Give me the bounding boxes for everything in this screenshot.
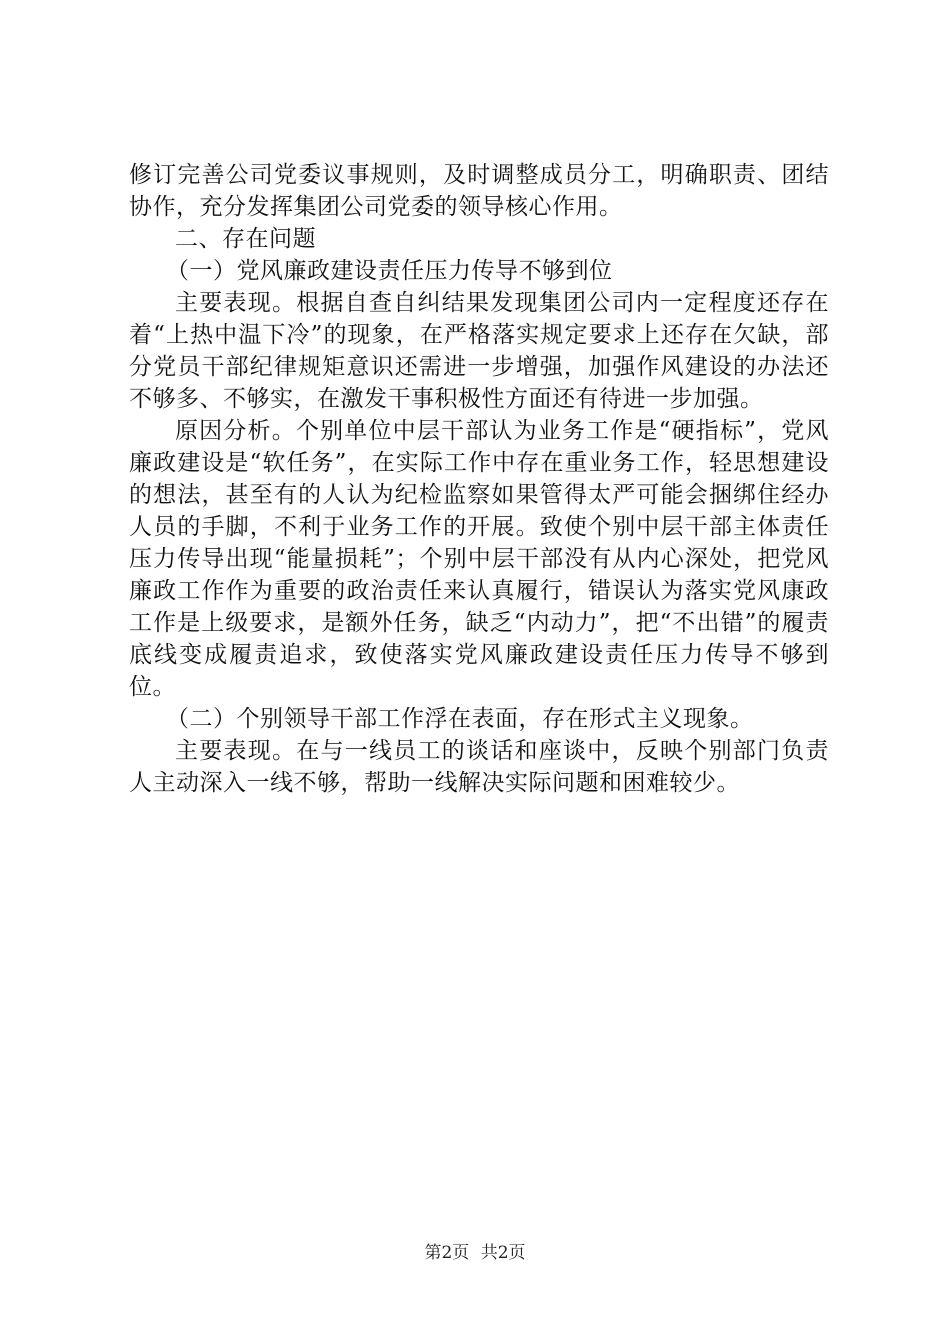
page-total: 共2页: [480, 1243, 526, 1263]
paragraph-main-manifestation-2: 主要表现。在与一线员工的谈话和座谈中，反映个别部门负责人主动深入一线不够，帮助一线解决实际问题和困难较少。: [129, 738, 829, 796]
paragraph-continuation: 修订完善公司党委议事规则，及时调整成员分工，明确职责、团结协作，充分发挥集团公司党委的领导核心作用。: [129, 162, 829, 220]
subsection-heading-2: （二）个别领导干部工作浮在表面，存在形式主义现象。: [166, 706, 754, 732]
paragraph-main-manifestation-1: 主要表现。根据自查自纠结果发现集团公司内一定程度还存在着“上热中温下冷”的现象，在严格落实规定要求上还存在欠缺，部分党员干部纪律规矩意识还需进一步增强，加强作风建设的办法还不够多、不够实，在激发干事积极性方面还有待进一步加强。: [129, 290, 829, 412]
section-heading: 二、存在问题: [175, 226, 316, 252]
subsection-heading-1: （一）党风廉政建设责任压力传导不够到位: [166, 258, 613, 284]
paragraph-cause-analysis: 原因分析。个别单位中层干部认为业务工作是“硬指标”，党风廉政建设是“软任务”，在实际工作中存在重业务工作，轻思想建设的想法，甚至有的人认为纪检监察如果管得太严可能会捆绑住经办人员的手脚，不利于业务工作的开展。致使个别中层干部主体责任压力传导出现“能量损耗”；个别中层干部没有从内心深处，把党风廉政工作作为重要的政治责任来认真履行，错误认为落实党风康政工作是上级要求，是额外任务，缺乏“内动力”，把“不出错”的履责底线变成履责追求，致使落实党风廉政建设责任压力传导不够到位。: [129, 418, 829, 700]
page-number: 第2页: [424, 1243, 470, 1263]
page-footer: [0, 1242, 950, 1264]
document-body: [129, 159, 829, 799]
